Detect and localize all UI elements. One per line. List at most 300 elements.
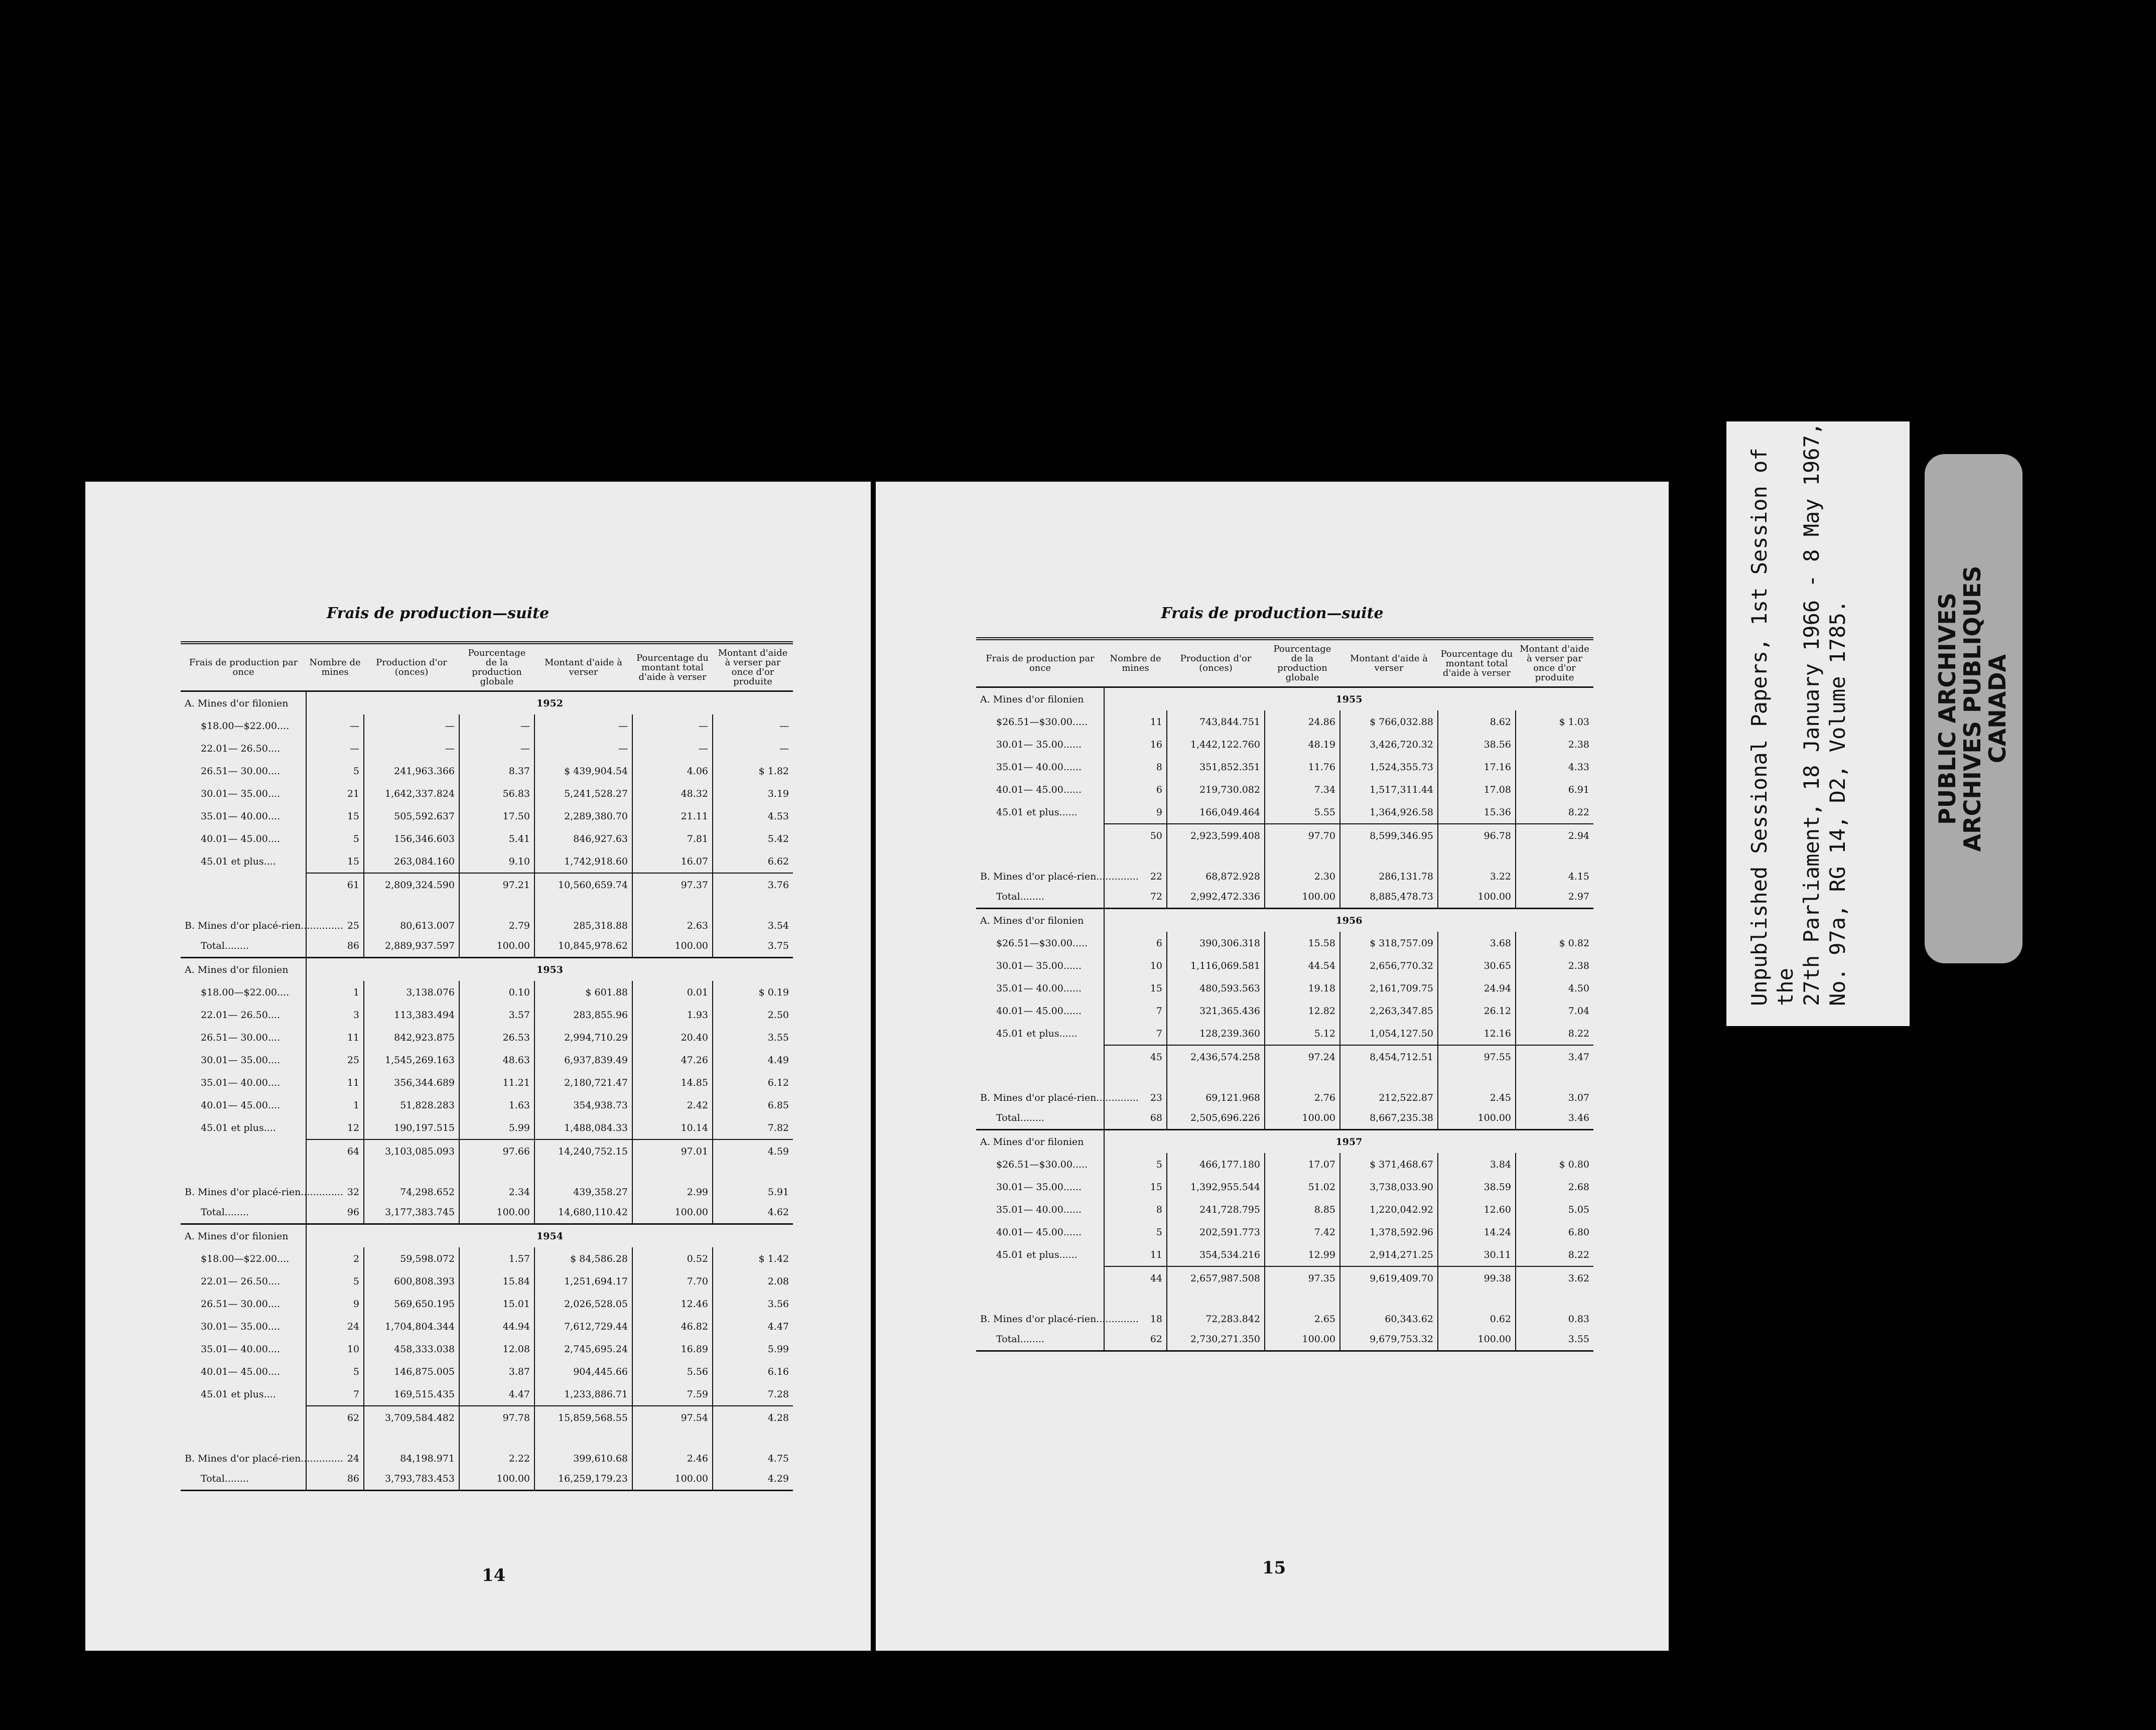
table-cell: 15: [306, 850, 364, 873]
table-cell: 1,233,886.71: [534, 1383, 632, 1406]
table-cell: 458,333.038: [364, 1338, 459, 1360]
placer-row: [181, 896, 793, 934]
table-cell: 846,927.63: [534, 827, 632, 850]
section-header-row: [181, 1224, 793, 1248]
table-cell: 128,239.360: [1167, 1022, 1265, 1045]
subtotal-row-label: [181, 1406, 306, 1429]
table-row: [181, 981, 793, 1003]
table-cell: 2.99: [632, 1163, 713, 1201]
table-cell: 190,197.515: [364, 1116, 459, 1139]
table-row: [181, 1247, 793, 1270]
table-cell: 3,177,383.745: [364, 1201, 459, 1224]
table-cell: $ 84,586.28: [534, 1247, 632, 1270]
table-cell: 21.11: [632, 805, 713, 827]
cost-range-label: 26.51— 30.00....: [201, 1298, 280, 1310]
table-cell: 5: [306, 1270, 364, 1292]
table-cell: 15.36: [1438, 801, 1516, 824]
table-cell: 8.85: [1265, 1198, 1340, 1221]
table-cell: 8.22: [1516, 801, 1593, 824]
table-cell: 97.70: [1265, 824, 1340, 847]
table-cell: 100.00: [459, 1201, 534, 1224]
table-cell: 61: [306, 873, 364, 896]
table-cell: $ 318,757.09: [1340, 932, 1438, 954]
table-cell: 3.76: [713, 873, 793, 896]
table-cell: 20.40: [632, 1026, 713, 1049]
total-row-label: Total........: [181, 1467, 306, 1491]
table-row: [181, 850, 793, 873]
table-cell: 3,793,783.453: [364, 1467, 459, 1491]
header-row: [181, 643, 793, 691]
table-cell: 6.91: [1516, 778, 1593, 801]
table-cell: $ 601.88: [534, 981, 632, 1003]
table-cell: 5.91: [713, 1163, 793, 1201]
subtotal-row-label: [181, 1139, 306, 1163]
table-cell: 8: [1104, 1198, 1167, 1221]
group-label: A. Mines d'or filonien: [976, 1130, 1104, 1154]
table-cell: 7.42: [1265, 1221, 1340, 1243]
table-cell: —: [459, 737, 534, 760]
table-cell: 97.55: [1438, 1045, 1516, 1068]
table-cell: 11: [1104, 710, 1167, 733]
column-header: Nombre de mines: [306, 643, 364, 691]
page-number: 14: [482, 1565, 506, 1585]
table-cell: 2,889,937.597: [364, 934, 459, 958]
table-cell: 30.65: [1438, 954, 1516, 977]
table-cell: 2.68: [1516, 1176, 1593, 1198]
cost-range-label: 30.01— 35.00......: [996, 1181, 1082, 1193]
table-cell: 22: [1104, 847, 1167, 885]
table-cell: 51.02: [1265, 1176, 1340, 1198]
table-cell: 3,738,033.90: [1340, 1176, 1438, 1198]
table-row: [181, 805, 793, 827]
cost-range-label: 35.01— 40.00....: [201, 810, 280, 822]
cost-range-label: $26.51—$30.00.....: [996, 716, 1088, 728]
table-row: [976, 977, 1593, 999]
table-cell: 321,365.436: [1167, 999, 1265, 1022]
cost-range-label: 26.51— 30.00....: [201, 1032, 280, 1043]
cost-range-label: 35.01— 40.00......: [996, 1204, 1082, 1215]
table-cell: 8: [1104, 756, 1167, 778]
table-cell: —: [306, 737, 364, 760]
table-cell: 5,241,528.27: [534, 782, 632, 805]
table-cell: 1: [306, 981, 364, 1003]
column-header: Production d'or (onces): [1167, 639, 1265, 687]
subtotal-row: [976, 1266, 1593, 1289]
table-cell: 7.82: [713, 1116, 793, 1139]
table-row: [976, 1221, 1593, 1243]
cost-range-label: 40.01— 45.00....: [201, 1099, 280, 1111]
cost-range-label: 30.01— 35.00......: [996, 739, 1082, 750]
cost-range-label: $18.00—$22.00....: [201, 1253, 290, 1264]
table-cell: 2.65: [1265, 1289, 1340, 1328]
table-row: [181, 737, 793, 760]
table-cell: 14.85: [632, 1071, 713, 1094]
section-header-row: [976, 687, 1593, 711]
group-label: A. Mines d'or filonien: [181, 1224, 306, 1248]
table-cell: $ 439,904.54: [534, 760, 632, 782]
year-label: 1953: [306, 958, 793, 981]
table-cell: 46.82: [632, 1315, 713, 1338]
table-cell: 2,180,721.47: [534, 1071, 632, 1094]
table-cell: 439,358.27: [534, 1163, 632, 1201]
table-cell: 4.50: [1516, 977, 1593, 999]
group-label: A. Mines d'or filonien: [181, 958, 306, 981]
table-cell: 11.21: [459, 1071, 534, 1094]
table-cell: 2: [306, 1247, 364, 1270]
table-cell: 156,346.603: [364, 827, 459, 850]
table-cell: 219,730.082: [1167, 778, 1265, 801]
table-cell: 1,524,355.73: [1340, 756, 1438, 778]
table-cell: 1,378,592.96: [1340, 1221, 1438, 1243]
placer-row-label: B. Mines d'or placé-rien..............: [980, 871, 1139, 882]
table-cell: 0.10: [459, 981, 534, 1003]
table-cell: 2,914,271.25: [1340, 1243, 1438, 1266]
table-cell: 4.28: [713, 1406, 793, 1429]
table-cell: 51,828.283: [364, 1094, 459, 1116]
table-cell: 5.99: [459, 1116, 534, 1139]
table-cell: 4.49: [713, 1049, 793, 1071]
table-cell: 2.38: [1516, 954, 1593, 977]
table-cell: 3.62: [1516, 1266, 1593, 1289]
table-cell: 2.46: [632, 1429, 713, 1467]
column-header: Frais de production par once: [976, 639, 1104, 687]
table-cell: 202,591.773: [1167, 1221, 1265, 1243]
column-header: Frais de production par once: [181, 643, 306, 691]
placer-row-label: B. Mines d'or placé-rien..............: [185, 920, 343, 931]
table-cell: 74,298.652: [364, 1163, 459, 1201]
table-row: [181, 1116, 793, 1139]
total-row-label: Total........: [976, 1328, 1104, 1351]
table-cell: 8.62: [1438, 710, 1516, 733]
total-row: [976, 1328, 1593, 1351]
table-cell: 5.55: [1265, 801, 1340, 824]
table-cell: 3.55: [1516, 1328, 1593, 1351]
total-row-label: Total........: [181, 934, 306, 958]
table-cell: 6,937,839.49: [534, 1049, 632, 1071]
table-cell: 283,855.96: [534, 1003, 632, 1026]
archives-text: [1925, 454, 2023, 963]
table-cell: 72: [1104, 885, 1167, 909]
table-cell: 5.99: [713, 1338, 793, 1360]
placer-row-label: B. Mines d'or placé-rien..............: [980, 1092, 1139, 1103]
cost-range-label: 40.01— 45.00......: [996, 1005, 1082, 1017]
table-cell: 5: [1104, 1153, 1167, 1176]
table-row: [976, 756, 1593, 778]
cost-range-label: 35.01— 40.00......: [996, 982, 1082, 994]
cost-range-label: 30.01— 35.00......: [996, 960, 1082, 971]
table-cell: 2.08: [713, 1270, 793, 1292]
table-cell: 2,263,347.85: [1340, 999, 1438, 1022]
table-cell: 3.75: [713, 934, 793, 958]
table-cell: 6.80: [1516, 1221, 1593, 1243]
table-cell: 100.00: [1438, 1106, 1516, 1130]
table-cell: 8,667,235.38: [1340, 1106, 1438, 1130]
table-cell: 15: [1104, 1176, 1167, 1198]
table-cell: 4.47: [713, 1315, 793, 1338]
total-row: [976, 885, 1593, 909]
table-cell: 212,522.87: [1340, 1068, 1438, 1106]
archives-line: CANADA: [1984, 654, 2011, 764]
table-cell: 44.94: [459, 1315, 534, 1338]
table-cell: 3,426,720.32: [1340, 733, 1438, 756]
table-cell: 3,709,584.482: [364, 1406, 459, 1429]
table-cell: 100.00: [1438, 885, 1516, 909]
table-cell: 1,642,337.824: [364, 782, 459, 805]
table-cell: 1,392,955.544: [1167, 1176, 1265, 1198]
table-cell: 2.42: [632, 1094, 713, 1116]
table-row: [181, 782, 793, 805]
table-cell: 5: [306, 760, 364, 782]
page-title: Frais de production—suite: [326, 605, 550, 622]
table-cell: 390,306.318: [1167, 932, 1265, 954]
table-cell: 4.33: [1516, 756, 1593, 778]
table-cell: 9: [306, 1292, 364, 1315]
placer-row-label: B. Mines d'or placé-rien..............: [185, 1453, 343, 1464]
table-cell: 1,517,311.44: [1340, 778, 1438, 801]
table-cell: 3.55: [713, 1026, 793, 1049]
table-cell: 241,728.795: [1167, 1198, 1265, 1221]
table-row: [181, 1360, 793, 1383]
table-cell: 8,599,346.95: [1340, 824, 1438, 847]
table-row: [181, 1338, 793, 1360]
cost-range-label: 45.01 et plus......: [996, 1249, 1077, 1260]
table-cell: 86: [306, 934, 364, 958]
cost-range-label: $26.51—$30.00.....: [996, 937, 1088, 949]
table-cell: 3.22: [1438, 847, 1516, 885]
subtotal-row-label: [976, 1045, 1104, 1068]
table-cell: 3.87: [459, 1360, 534, 1383]
cost-range-label: 30.01— 35.00....: [201, 788, 280, 799]
year-label: 1957: [1104, 1130, 1593, 1154]
subtotal-row: [181, 1139, 793, 1163]
table-cell: 1,488,084.33: [534, 1116, 632, 1139]
cost-range-label: 30.01— 35.00....: [201, 1054, 280, 1066]
table-cell: 10: [1104, 954, 1167, 977]
placer-row: [976, 1289, 1593, 1328]
table-cell: 23: [1104, 1068, 1167, 1106]
table-cell: 2,923,599.408: [1167, 824, 1265, 847]
table-cell: 2,436,574.258: [1167, 1045, 1265, 1068]
table-cell: 1,054,127.50: [1340, 1022, 1438, 1045]
table-cell: 6: [1104, 932, 1167, 954]
table-cell: —: [713, 714, 793, 737]
table-cell: 263,084.160: [364, 850, 459, 873]
table-cell: $ 1.42: [713, 1247, 793, 1270]
table-cell: 113,383.494: [364, 1003, 459, 1026]
table-cell: 11: [306, 1071, 364, 1094]
table-row: [181, 1026, 793, 1049]
table-cell: 97.01: [632, 1139, 713, 1163]
table-cell: 8,454,712.51: [1340, 1045, 1438, 1068]
table-cell: 2.79: [459, 896, 534, 934]
column-header: Pourcentage du montant total d'aide à verser: [1438, 639, 1516, 687]
table-cell: 17.50: [459, 805, 534, 827]
table-cell: —: [632, 714, 713, 737]
placer-row-label: B. Mines d'or placé-rien..............: [980, 1314, 1139, 1325]
table-cell: $ 1.82: [713, 760, 793, 782]
total-row-label: Total........: [181, 1201, 306, 1224]
cost-range-label: $26.51—$30.00.....: [996, 1159, 1088, 1170]
cost-range-label: 40.01— 45.00......: [996, 784, 1082, 795]
table-row: [181, 1270, 793, 1292]
page-title: Frais de production—suite: [1161, 605, 1384, 622]
table-cell: 169,515.435: [364, 1383, 459, 1406]
cost-range-label: $18.00—$22.00....: [201, 986, 290, 998]
table-cell: 7: [1104, 999, 1167, 1022]
table-cell: 7.59: [632, 1383, 713, 1406]
table-row: [181, 1049, 793, 1071]
table-cell: 7.04: [1516, 999, 1593, 1022]
table-cell: 2,289,380.70: [534, 805, 632, 827]
table-cell: 10,845,978.62: [534, 934, 632, 958]
table-cell: 24: [306, 1315, 364, 1338]
table-cell: 9,619,409.70: [1340, 1266, 1438, 1289]
table-cell: 354,534.216: [1167, 1243, 1265, 1266]
table-cell: 6.62: [713, 850, 793, 873]
table-cell: 2,026,528.05: [534, 1292, 632, 1315]
cost-range-label: 22.01— 26.50....: [201, 1275, 280, 1287]
table-cell: 17.07: [1265, 1153, 1340, 1176]
table-cell: 2,745,695.24: [534, 1338, 632, 1360]
table-cell: 2.63: [632, 896, 713, 934]
table-cell: $ 0.82: [1516, 932, 1593, 954]
table-cell: 7.81: [632, 827, 713, 850]
table-row: [976, 932, 1593, 954]
table-row: [181, 1071, 793, 1094]
table-cell: —: [534, 714, 632, 737]
cost-range-label: 35.01— 40.00....: [201, 1077, 280, 1088]
table-cell: 1: [306, 1094, 364, 1116]
placer-row: [976, 847, 1593, 885]
group-label: A. Mines d'or filonien: [976, 909, 1104, 932]
production-cost-table-right: [976, 637, 1593, 1352]
table-cell: 100.00: [1438, 1328, 1516, 1351]
table-row: [181, 827, 793, 850]
table-cell: 86: [306, 1467, 364, 1491]
table-cell: 466,177.180: [1167, 1153, 1265, 1176]
table-cell: 15,859,568.55: [534, 1406, 632, 1429]
table-cell: 3.56: [713, 1292, 793, 1315]
table-row: [976, 1243, 1593, 1266]
table-cell: 64: [306, 1139, 364, 1163]
table-cell: —: [459, 714, 534, 737]
cost-range-label: 35.01— 40.00....: [201, 1343, 280, 1355]
table-cell: 1,545,269.163: [364, 1049, 459, 1071]
table-row: [181, 1292, 793, 1315]
table-cell: 15: [306, 805, 364, 827]
column-header: Montant d'aide à verser: [1340, 639, 1438, 687]
table-cell: 12.82: [1265, 999, 1340, 1022]
table-cell: 3.57: [459, 1003, 534, 1026]
placer-row: [181, 1429, 793, 1467]
table-cell: 62: [1104, 1328, 1167, 1351]
table-cell: 743,844.751: [1167, 710, 1265, 733]
group-label: A. Mines d'or filonien: [181, 691, 306, 715]
table-cell: 354,938.73: [534, 1094, 632, 1116]
table-row: [181, 1003, 793, 1026]
table-cell: 60,343.62: [1340, 1289, 1438, 1328]
table-cell: 15.01: [459, 1292, 534, 1315]
table-cell: 1,364,926.58: [1340, 801, 1438, 824]
table-cell: 97.66: [459, 1139, 534, 1163]
table-cell: —: [306, 714, 364, 737]
table-cell: 904,445.66: [534, 1360, 632, 1383]
table-cell: 14,240,752.15: [534, 1139, 632, 1163]
table-cell: —: [534, 737, 632, 760]
table-row: [976, 801, 1593, 824]
table-cell: 100.00: [632, 1201, 713, 1224]
table-cell: 9.10: [459, 850, 534, 873]
table-cell: 356,344.689: [364, 1071, 459, 1094]
subtotal-row: [976, 824, 1593, 847]
table-cell: 16,259,179.23: [534, 1467, 632, 1491]
table-cell: 5.42: [713, 827, 793, 850]
table-cell: 3.68: [1438, 932, 1516, 954]
subtotal-row-label: [976, 824, 1104, 847]
cost-range-label: 40.01— 45.00....: [201, 1366, 280, 1377]
table-cell: 0.83: [1516, 1289, 1593, 1328]
cost-range-label: 26.51— 30.00....: [201, 765, 280, 777]
table-cell: 5.41: [459, 827, 534, 850]
table-cell: 3: [306, 1003, 364, 1026]
column-header: Nombre de mines: [1104, 639, 1167, 687]
table-cell: 8.37: [459, 760, 534, 782]
table-cell: 97.21: [459, 873, 534, 896]
table-cell: 0.01: [632, 981, 713, 1003]
table-cell: 18: [1104, 1289, 1167, 1328]
table-cell: 11.76: [1265, 756, 1340, 778]
table-cell: 10: [306, 1338, 364, 1360]
table-cell: 68: [1104, 1106, 1167, 1130]
table-cell: 24.94: [1438, 977, 1516, 999]
table-cell: 4.29: [713, 1467, 793, 1491]
table-cell: 12.60: [1438, 1198, 1516, 1221]
table-cell: 10.14: [632, 1116, 713, 1139]
table-cell: 6.85: [713, 1094, 793, 1116]
total-row: [181, 1467, 793, 1491]
table-cell: 2,505,696.226: [1167, 1106, 1265, 1130]
table-cell: 3.47: [1516, 1045, 1593, 1068]
table-cell: 4.53: [713, 805, 793, 827]
table-cell: —: [364, 737, 459, 760]
table-cell: 1,220,042.92: [1340, 1198, 1438, 1221]
table-cell: 2,657,987.508: [1167, 1266, 1265, 1289]
citation-line: 27th Parliament, 18 January 1966 - 8 May 1967,: [1799, 422, 1824, 1006]
cost-range-label: 40.01— 45.00....: [201, 833, 280, 844]
total-row: [181, 934, 793, 958]
archives-line: ARCHIVES PUBLIQUES: [1959, 565, 1986, 852]
citation-line: No. 97a, RG 14, D2, Volume 1785.: [1825, 600, 1850, 1006]
table-cell: 15.84: [459, 1270, 534, 1292]
section-header-row: [181, 691, 793, 715]
table-cell: 48.32: [632, 782, 713, 805]
table-cell: 25: [306, 896, 364, 934]
table-cell: 12.08: [459, 1338, 534, 1360]
table-cell: 48.19: [1265, 733, 1340, 756]
table-cell: 1,251,694.17: [534, 1270, 632, 1292]
table-cell: 1,704,804.344: [364, 1315, 459, 1338]
citation-slip: [1726, 421, 1910, 1026]
column-header: Production d'or (onces): [364, 643, 459, 691]
table-cell: 56.83: [459, 782, 534, 805]
table-cell: 32: [306, 1163, 364, 1201]
table-cell: 5: [306, 1360, 364, 1383]
table-cell: 1,442,122.760: [1167, 733, 1265, 756]
total-row-label: Total........: [976, 1106, 1104, 1130]
table-cell: 7: [306, 1383, 364, 1406]
table-cell: 2,809,324.590: [364, 873, 459, 896]
table-cell: 12.99: [1265, 1243, 1340, 1266]
